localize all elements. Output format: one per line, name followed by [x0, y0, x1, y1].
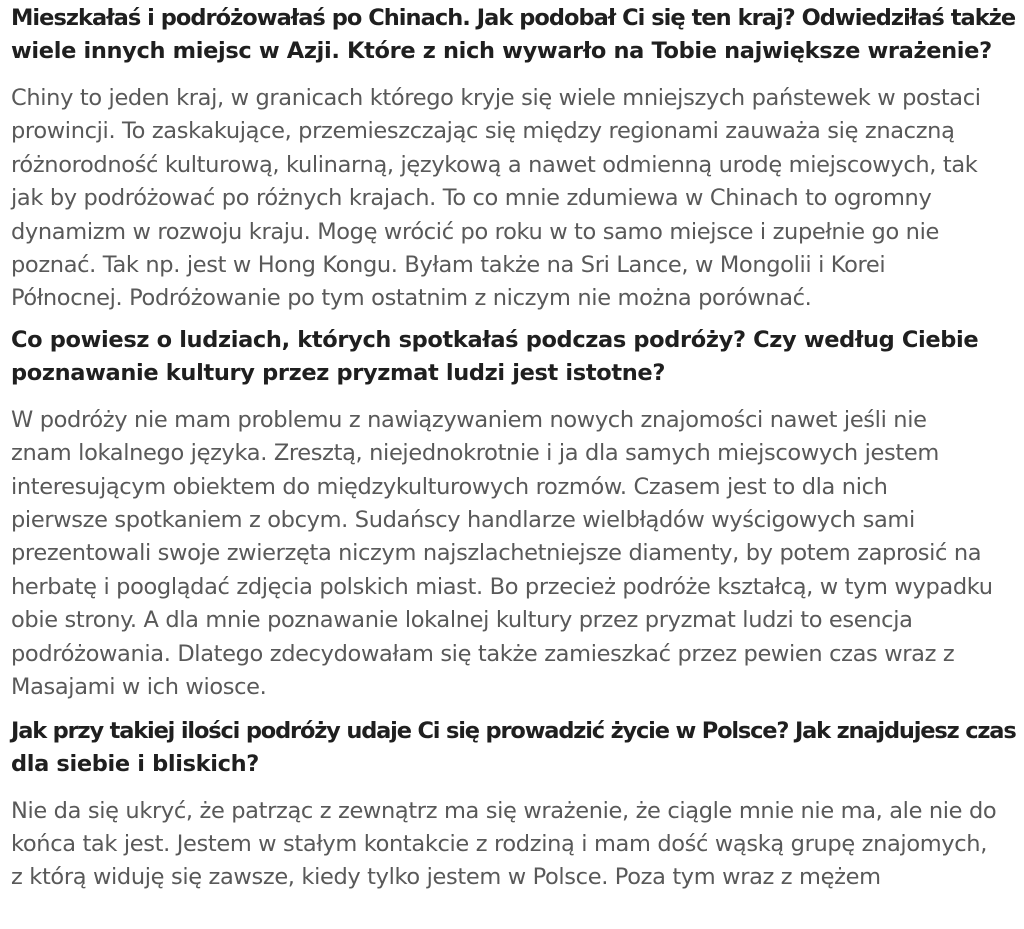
answer-line: Nie da się ukryć, że patrząc z zewnątrz ma się wrażenie, że ciągle mnie nie ma, ale nie do [11, 797, 997, 824]
answer-line: jak by podróżować po różnych krajach. To co mnie zdumiewa w Chinach to ogromny [11, 185, 932, 212]
answer-line: interesującym obiektem do międzykulturowych rozmów. Czasem jest to dla nich [11, 473, 888, 500]
question-line: poznawanie kultury przez pryzmat ludzi jest istotne? [11, 359, 666, 386]
answer-line: różnorodność kulturową, kulinarną, językową a nawet odmienną urodę miejscowych, tak [11, 151, 978, 178]
interview-question [11, 324, 1019, 390]
answer-line: pierwsze spotkaniem z obcym. Sudańscy handlarze wielbłądów wyścigowych sami [11, 507, 915, 534]
answer-line: poznać. Tak np. jest w Hong Kongu. Byłam także na Sri Lance, w Mongolii i Korei [11, 252, 886, 279]
answer-line: prowincji. To zaskakujące, przemieszczając się między regionami zauważa się znaczną [11, 118, 955, 145]
interview-answer [11, 404, 1019, 705]
answer-line: W podróży nie mam problemu z nawiązywaniem nowych znajomości nawet jeśli nie [11, 406, 927, 433]
interview-question [11, 2, 1019, 68]
answer-line: dynamizm w rozwoju kraju. Mogę wrócić po roku w to samo miejsce i zupełnie go nie [11, 218, 939, 245]
interview-answer [11, 795, 1019, 895]
answer-line: Chiny to jeden kraj, w granicach którego kryje się wiele mniejszych państewek w postaci [11, 85, 981, 111]
answer-line: końca tak jest. Jestem w stałym kontakcie z rodziną i mam dość wąską grupę znajomych, [11, 830, 988, 857]
question-line: dla siebie i bliskich? [11, 750, 259, 777]
interview-answer [11, 82, 1019, 316]
answer-line: obie strony. A dla mnie poznawanie lokalnej kultury przez pryzmat ludzi to esencja [11, 607, 913, 634]
question-line: wiele innych miejsc w Azji. Które z nich wywarło na Tobie największe wrażenie? [11, 38, 992, 64]
question-line: Co powiesz o ludziach, których spotkałaś podczas podróży? Czy według Ciebie [11, 326, 979, 353]
question-line: Jak przy takiej ilości podróży udaje Ci się prowadzić życie w Polsce? Jak znajdujesz czas [11, 717, 1016, 744]
answer-line: prezentowali swoje zwierzęta niczym najszlachetniejsze diamenty, by potem zaprosić na [11, 540, 982, 567]
answer-line: Północnej. Podróżowanie po tym ostatnim z niczym nie można porównać. [11, 285, 812, 312]
answer-line: Masajami w ich wiosce. [11, 674, 267, 701]
question-line: Mieszkałaś i podróżowałaś po Chinach. Jak podobał Ci się ten kraj? Odwiedziłaś także [11, 5, 1016, 31]
interview-article [11, 2, 1019, 895]
answer-line: znam lokalnego języka. Zresztą, niejednokrotnie i ja dla samych miejscowych jestem [11, 440, 939, 467]
answer-line: herbatę i pooglądać zdjęcia polskich miast. Bo przecież podróże kształcą, w tym wypadku [11, 573, 993, 600]
interview-question [11, 715, 1019, 781]
answer-line: podróżowania. Dlatego zdecydowałam się także zamieszkać przez pewien czas wraz z [11, 640, 955, 667]
answer-line: z którą widuję się zawsze, kiedy tylko jestem w Polsce. Poza tym wraz z mężem [11, 864, 881, 891]
